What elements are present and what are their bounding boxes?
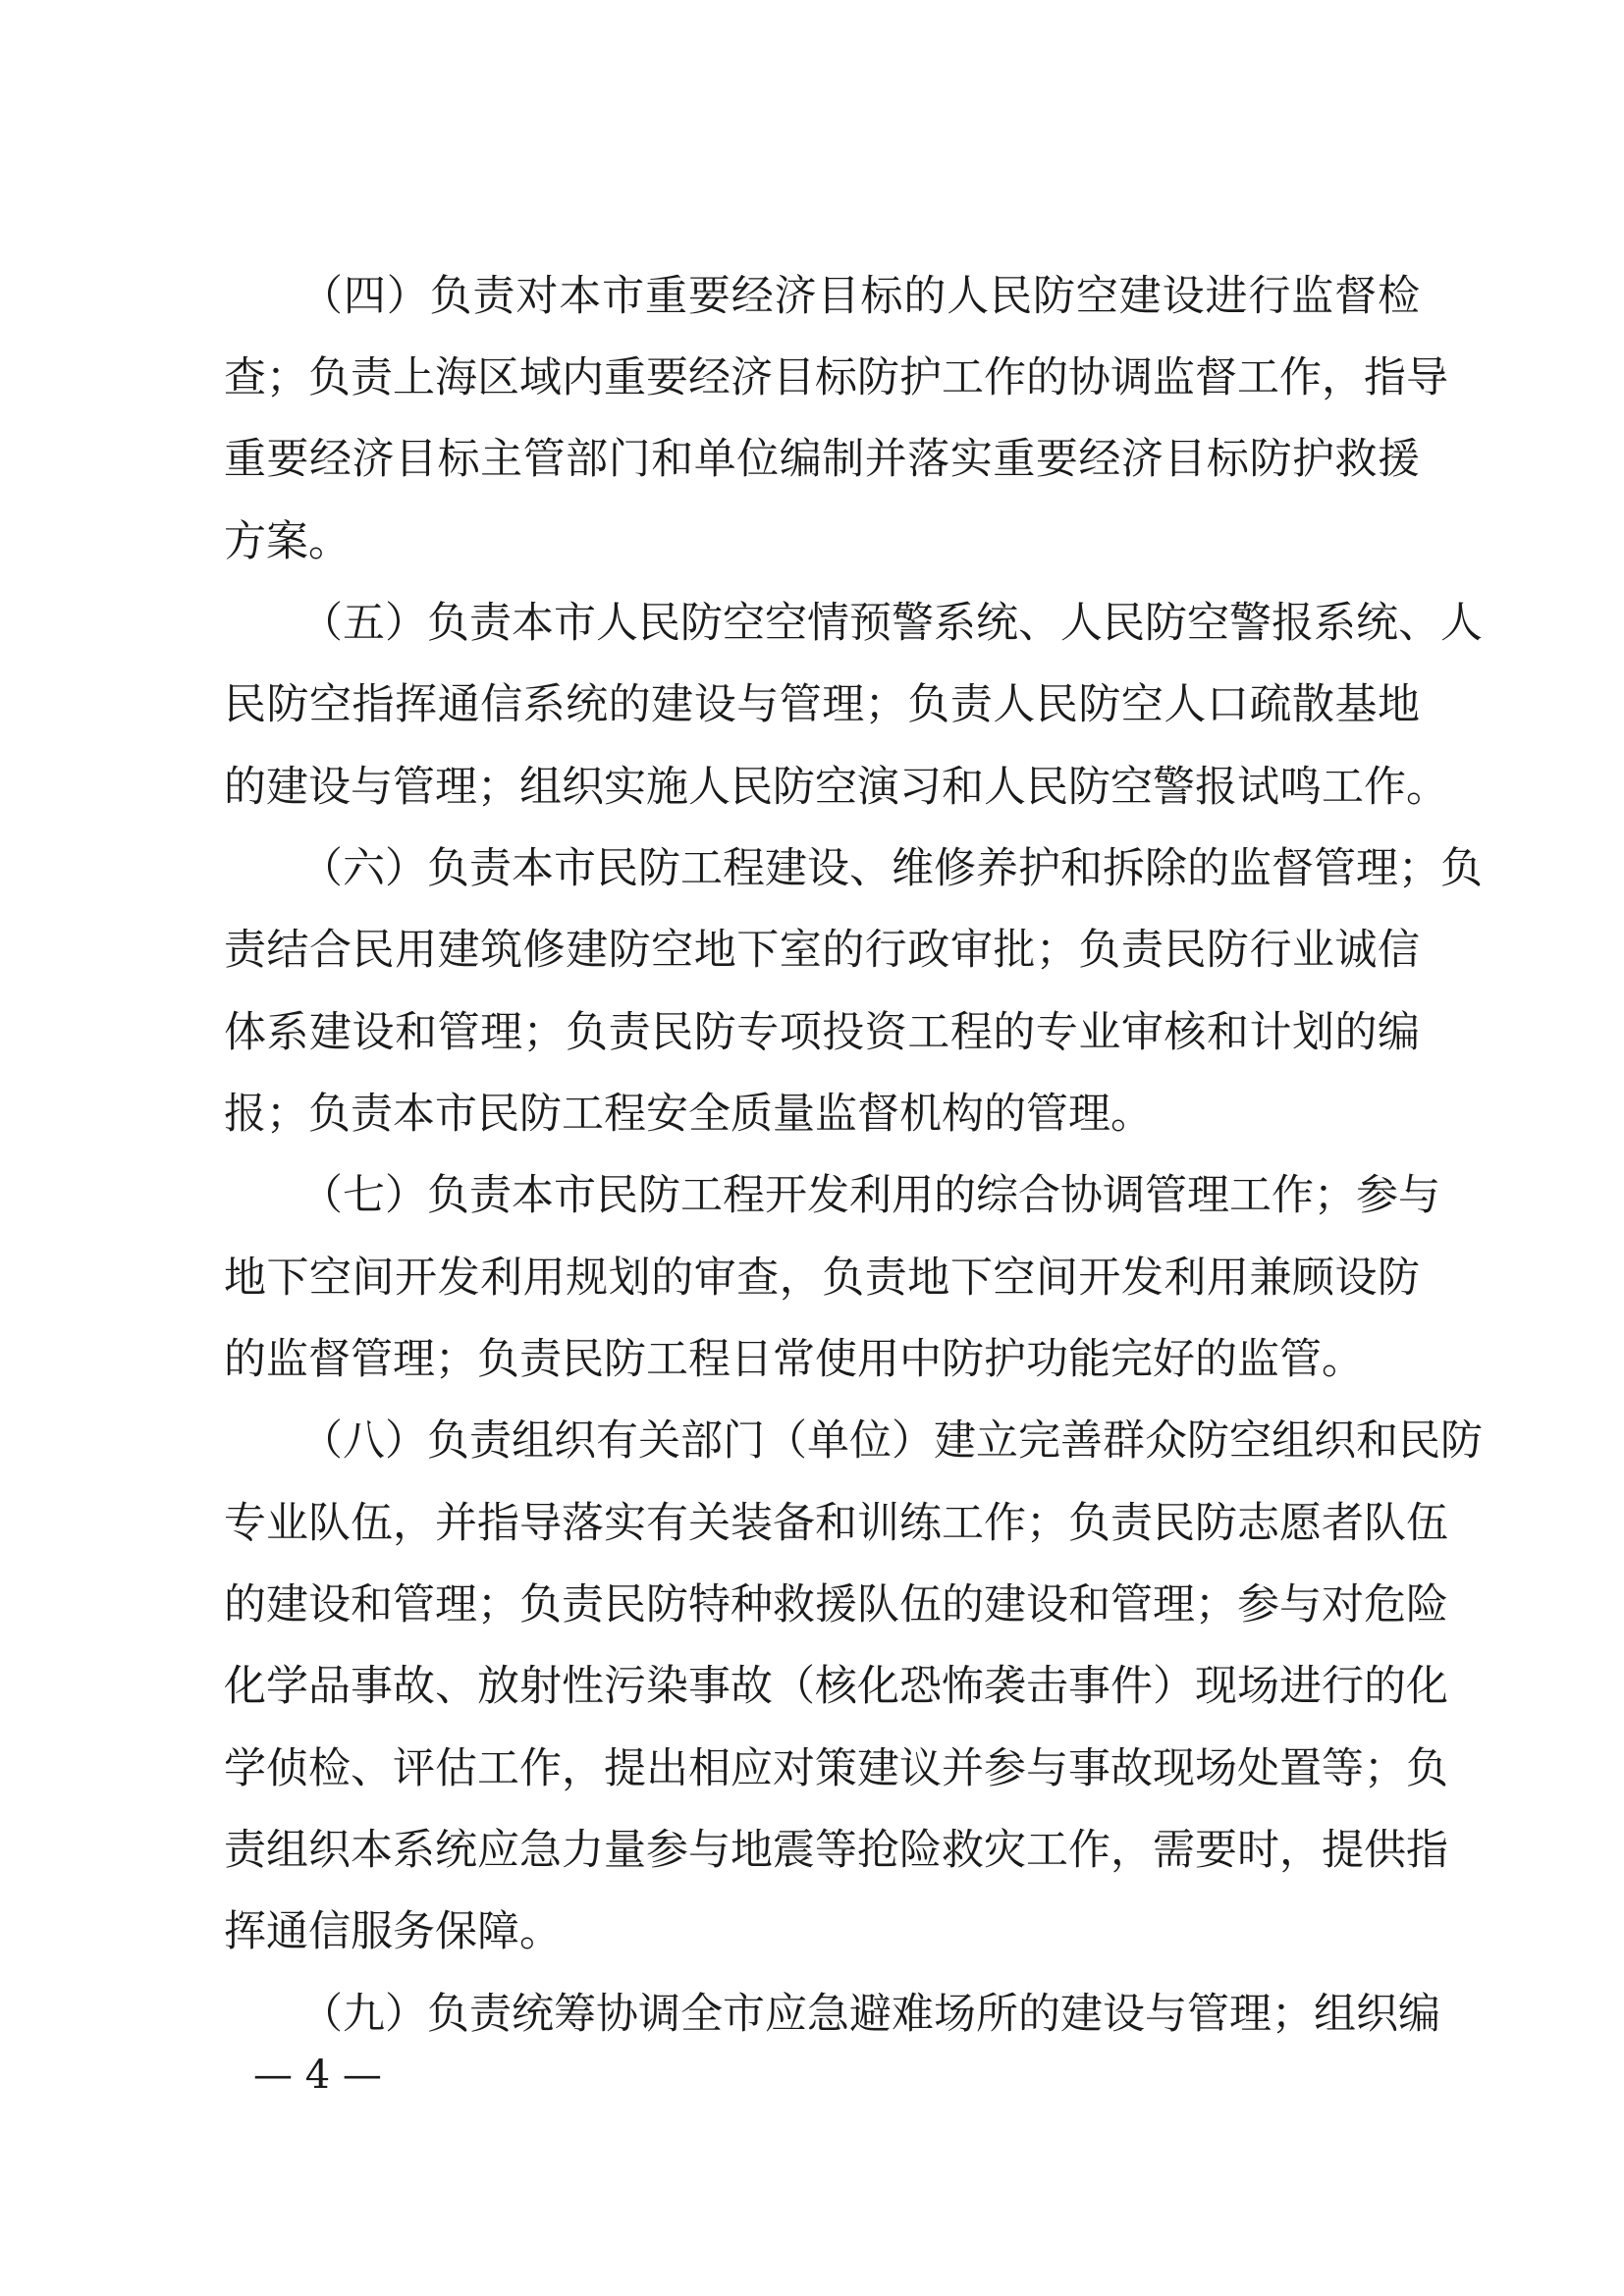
text-line: 重要经济目标主管部门和单位编制并落实重要经济目标防护救援 xyxy=(224,435,1420,484)
text-line: （五）负责本市人民防空空情预警系统、人民防空警报系统、人 xyxy=(300,599,1483,648)
text-line: 方案。 xyxy=(224,517,351,566)
text-line: （四）负责对本市重要经济目标的人民防空建设进行监督检 xyxy=(300,272,1420,321)
text-line: （八）负责组织有关部门（单位）建立完善群众防空组织和民防 xyxy=(300,1416,1483,1466)
text-line: （六）负责本市民防工程建设、维修养护和拆除的监督管理；负 xyxy=(300,844,1483,893)
text-line: 报；负责本市民防工程安全质量监督机构的管理。 xyxy=(224,1090,1153,1139)
page-number: — 4 — xyxy=(253,2053,382,2098)
text-line: 的建设与管理；组织实施人民防空演习和人民防空警报试鸣工作。 xyxy=(224,763,1448,812)
text-line: 地下空间开发利用规划的审查，负责地下空间开发利用兼顾设防 xyxy=(224,1254,1420,1303)
text-line: 民防空指挥通信系统的建设与管理；负责人民防空人口疏散基地 xyxy=(224,680,1420,729)
text-line: 化学品事故、放射性污染事故（核化恐怖袭击事件）现场进行的化 xyxy=(224,1662,1448,1711)
text-line: 体系建设和管理；负责民防专项投资工程的专业审核和计划的编 xyxy=(224,1008,1420,1057)
text-line: 的建设和管理；负责民防特种救援队伍的建设和管理；参与对危险 xyxy=(224,1580,1448,1629)
text-line: 的监督管理；负责民防工程日常使用中防护功能完好的监管。 xyxy=(224,1335,1364,1384)
text-line: 责组织本系统应急力量参与地震等抢险救灾工作，需要时，提供指 xyxy=(224,1826,1448,1875)
text-line: （九）负责统筹协调全市应急避难场所的建设与管理；组织编 xyxy=(300,1990,1440,2039)
text-line: 查；负责上海区域内重要经济目标防护工作的协调监督工作，指导 xyxy=(224,353,1448,402)
text-line: （七）负责本市民防工程开发利用的综合协调管理工作；参与 xyxy=(300,1171,1440,1220)
text-line: 挥通信服务保障。 xyxy=(224,1907,562,1956)
text-line: 专业队伍，并指导落实有关装备和训练工作；负责民防志愿者队伍 xyxy=(224,1499,1448,1548)
text-line: 学侦检、评估工作，提出相应对策建议并参与事故现场处置等；负 xyxy=(224,1744,1448,1793)
text-line: 责结合民用建筑修建防空地下室的行政审批；负责民防行业诚信 xyxy=(224,926,1420,975)
